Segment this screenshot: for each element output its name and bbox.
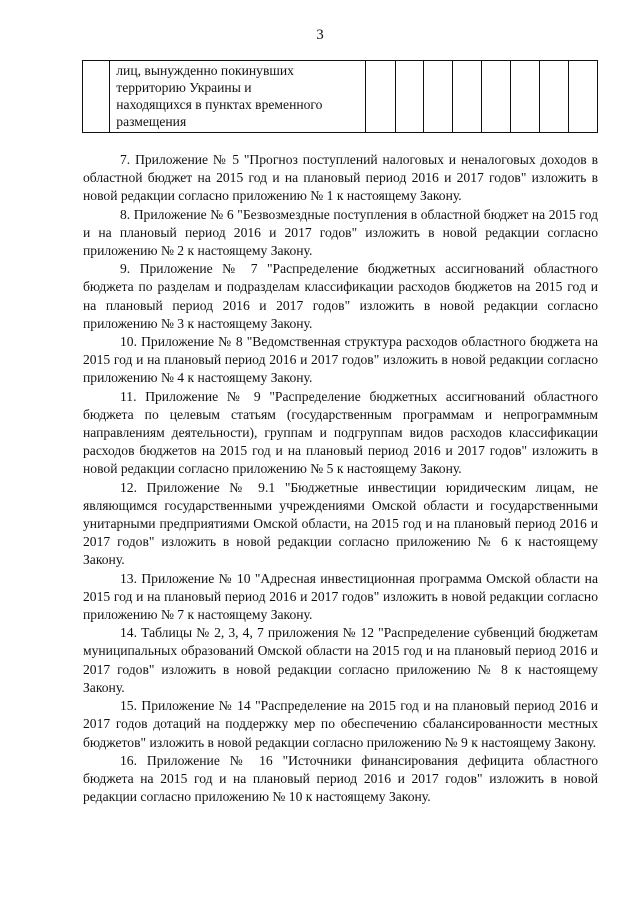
table-cell-value bbox=[540, 61, 568, 133]
paragraph-item-16: 16. Приложение № 16 "Источники финансирования дефицита областного бюджета на 2015 год и на плановый период 2016 и 2017 годов" изложить в новой редакции согласно приложению № 10 к настоящему Закону. bbox=[83, 752, 598, 805]
table-cell-value bbox=[568, 61, 597, 133]
continuation-table bbox=[82, 60, 598, 133]
paragraph-item-11: 11. Приложение № 9 "Распределение бюджетных ассигнований областного бюджета по целевым статьям (государственным программам и непрограммным направлениям деятельности), группам и подгруппам видов расходов классификации расходов бюджетов на 2015 год и на плановый период 2016 и 2017 годов" изложить в новой редакции согласно приложению № 5 к настоящему Закону. bbox=[83, 388, 598, 477]
table-cell-value bbox=[453, 61, 481, 133]
table-cell-value bbox=[481, 61, 510, 133]
paragraph-item-13: 13. Приложение № 10 "Адресная инвестиционная программа Омской области на 2015 год и на плановый период 2016 и 2017 годов" изложить в новой редакции согласно приложению № 7 к настоящему Закону. bbox=[83, 570, 598, 623]
paragraph-item-7: 7. Приложение № 5 "Прогноз поступлений налоговых и неналоговых доходов в областной бюджет на 2015 год и на плановый период 2016 и 2017 годов" изложить в новой редакции согласно приложению № 1 к настоящему Закону. bbox=[83, 152, 598, 204]
paragraph-item-14: 14. Таблицы № 2, 3, 4, 7 приложения № 12 "Распределение субвенций бюджетам муниципальных образований Омской области на 2015 год и на плановый период 2016 и 2017 годов" изложить в новой редакции согласно приложению № 8 к настоящему Закону. bbox=[83, 625, 598, 695]
paragraph-item-10: 10. Приложение № 8 "Ведомственная структура расходов областного бюджета на 2015 год и на плановый период 2016 и 2017 годов" изложить в новой редакции согласно приложению № 4 к настоящему Закону. bbox=[83, 334, 598, 386]
table-cell-number bbox=[83, 61, 110, 133]
paragraph-item-8: 8. Приложение № 6 "Безвозмездные поступления в областной бюджет на 2015 год и на плановый период 2016 и 2017 годов" изложить в новой редакции согласно приложению № 2 к настоящему Закону. bbox=[83, 206, 598, 259]
table-cell-value bbox=[510, 61, 539, 133]
paragraph-item-12: 12. Приложение № 9.1 "Бюджетные инвестиции юридическим лицам, не являющимся государственными учреждениями Омской области и государственными унитарными предприятиями Омской области, на 2015 год и на плановый период 2016 и 2017 годов" изложить в новой редакции согласно приложению № 6 к настоящему Закону. bbox=[83, 479, 598, 568]
amendments-list bbox=[83, 151, 598, 806]
table-cell-description bbox=[110, 61, 366, 133]
table-cell-value bbox=[366, 61, 395, 133]
page-number: 3 bbox=[316, 27, 324, 43]
description-line: лиц, вынужденно покинувших bbox=[116, 63, 294, 78]
description-line: находящихся в пунктах временного bbox=[116, 97, 323, 112]
paragraph-item-15: 15. Приложение № 14 "Распределение на 2015 год и на плановый период 2016 и 2017 годов дотаций на поддержку мер по обеспечению сбалансированности местных бюджетов" изложить в новой редакции согласно приложению № 9 к настоящему Закону. bbox=[83, 698, 598, 750]
paragraph-item-9: 9. Приложение № 7 "Распределение бюджетных ассигнований областного бюджета по разделам и подразделам классификации расходов бюджетов на 2015 год и на плановый период 2016 и 2017 годов" изложить в новой редакции согласно приложению № 3 к настоящему Закону. bbox=[83, 261, 598, 331]
description-line: территорию Украины и bbox=[116, 80, 252, 95]
description-line: размещения bbox=[116, 114, 187, 129]
table-cell-value bbox=[395, 61, 423, 133]
table-row bbox=[83, 61, 598, 133]
table-cell-value bbox=[423, 61, 452, 133]
